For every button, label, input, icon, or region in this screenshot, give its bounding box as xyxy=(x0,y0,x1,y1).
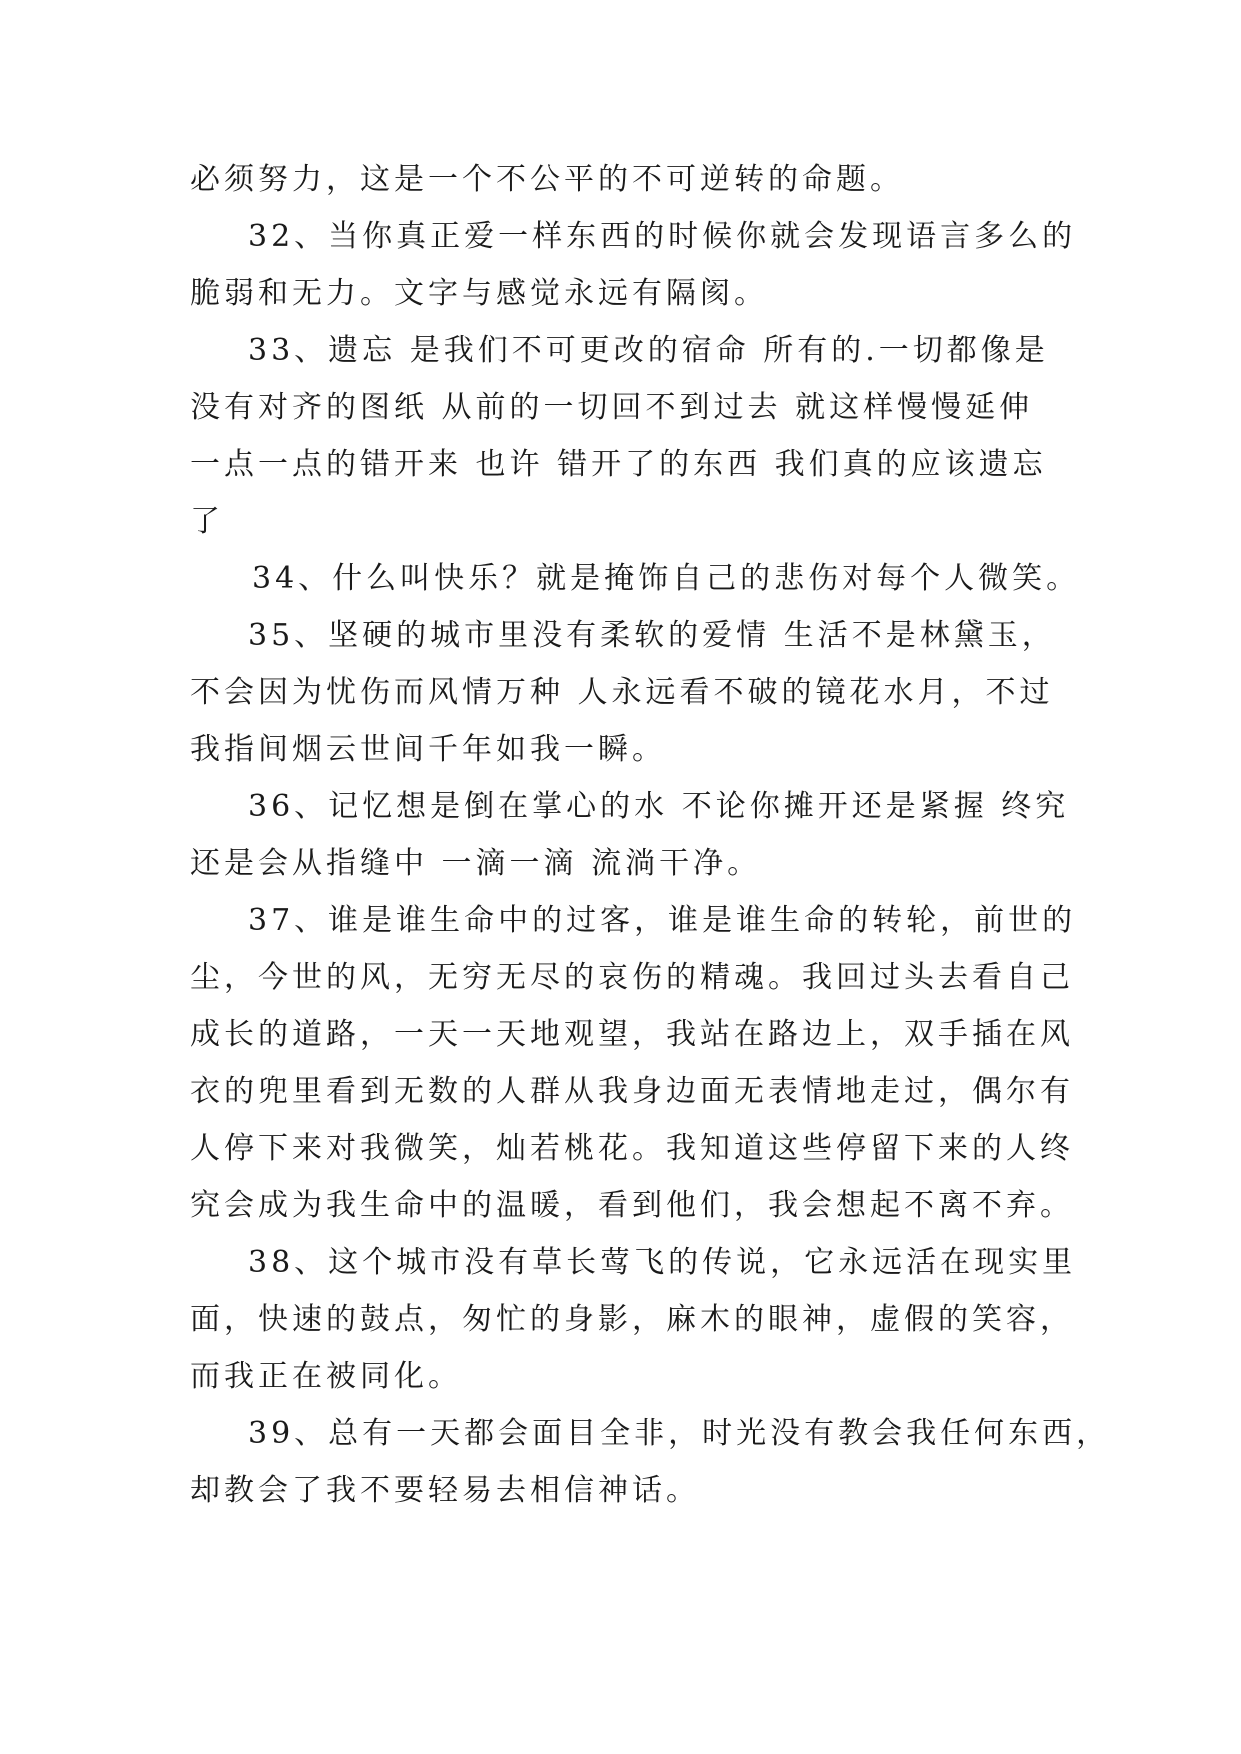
text-line: 究会成为我生命中的温暖，看到他们，我会想起不离不弃。 xyxy=(190,1188,1074,1223)
text-line: 人停下来对我微笑，灿若桃花。我知道这些停留下来的人终 xyxy=(190,1131,1074,1166)
text-line: 一点一点的错开来 也许 错开了的东西 我们真的应该遗忘 xyxy=(190,447,1047,482)
text-line: 34、什么叫快乐？就是掩饰自己的悲伤对每个人微笑。 xyxy=(252,561,1081,596)
text-line: 39、总有一天都会面目全非，时光没有教会我任何东西， xyxy=(248,1416,1111,1451)
text-line: 了 xyxy=(190,504,224,539)
text-line: 没有对齐的图纸 从前的一切回不到过去 就这样慢慢延伸 xyxy=(190,390,1034,425)
text-line: 33、遗忘 是我们不可更改的宿命 所有的.一切都像是 xyxy=(248,333,1049,368)
text-line: 我指间烟云世间千年如我一瞬。 xyxy=(190,732,666,767)
text-line: 必须努力，这是一个不公平的不可逆转的命题。 xyxy=(190,162,904,197)
text-line: 不会因为忧伤而风情万种 人永远看不破的镜花水月，不过 xyxy=(190,675,1054,710)
text-line: 成长的道路，一天一天地观望，我站在路边上，双手插在风 xyxy=(190,1017,1074,1052)
text-line: 却教会了我不要轻易去相信神话。 xyxy=(190,1473,700,1508)
text-line: 38、这个城市没有草长莺飞的传说，它永远活在现实里 xyxy=(248,1245,1077,1280)
text-line: 36、记忆想是倒在掌心的水 不论你摊开还是紧握 终究 xyxy=(248,789,1070,824)
text-line: 还是会从指缝中 一滴一滴 流淌干净。 xyxy=(190,846,762,881)
text-line: 脆弱和无力。文字与感觉永远有隔阂。 xyxy=(190,276,768,311)
text-line: 35、坚硬的城市里没有柔软的爱情 生活不是林黛玉， xyxy=(248,618,1056,653)
text-line: 而我正在被同化。 xyxy=(190,1359,462,1394)
text-line: 衣的兜里看到无数的人群从我身边面无表情地走过，偶尔有 xyxy=(190,1074,1074,1109)
text-line: 37、谁是谁生命中的过客，谁是谁生命的转轮，前世的 xyxy=(248,903,1077,938)
text-line: 32、当你真正爱一样东西的时候你就会发现语言多么的 xyxy=(248,219,1077,254)
text-line: 尘，今世的风，无穷无尽的哀伤的精魂。我回过头去看自己 xyxy=(190,960,1074,995)
text-line: 面，快速的鼓点，匆忙的身影，麻木的眼神，虚假的笑容， xyxy=(190,1302,1074,1337)
